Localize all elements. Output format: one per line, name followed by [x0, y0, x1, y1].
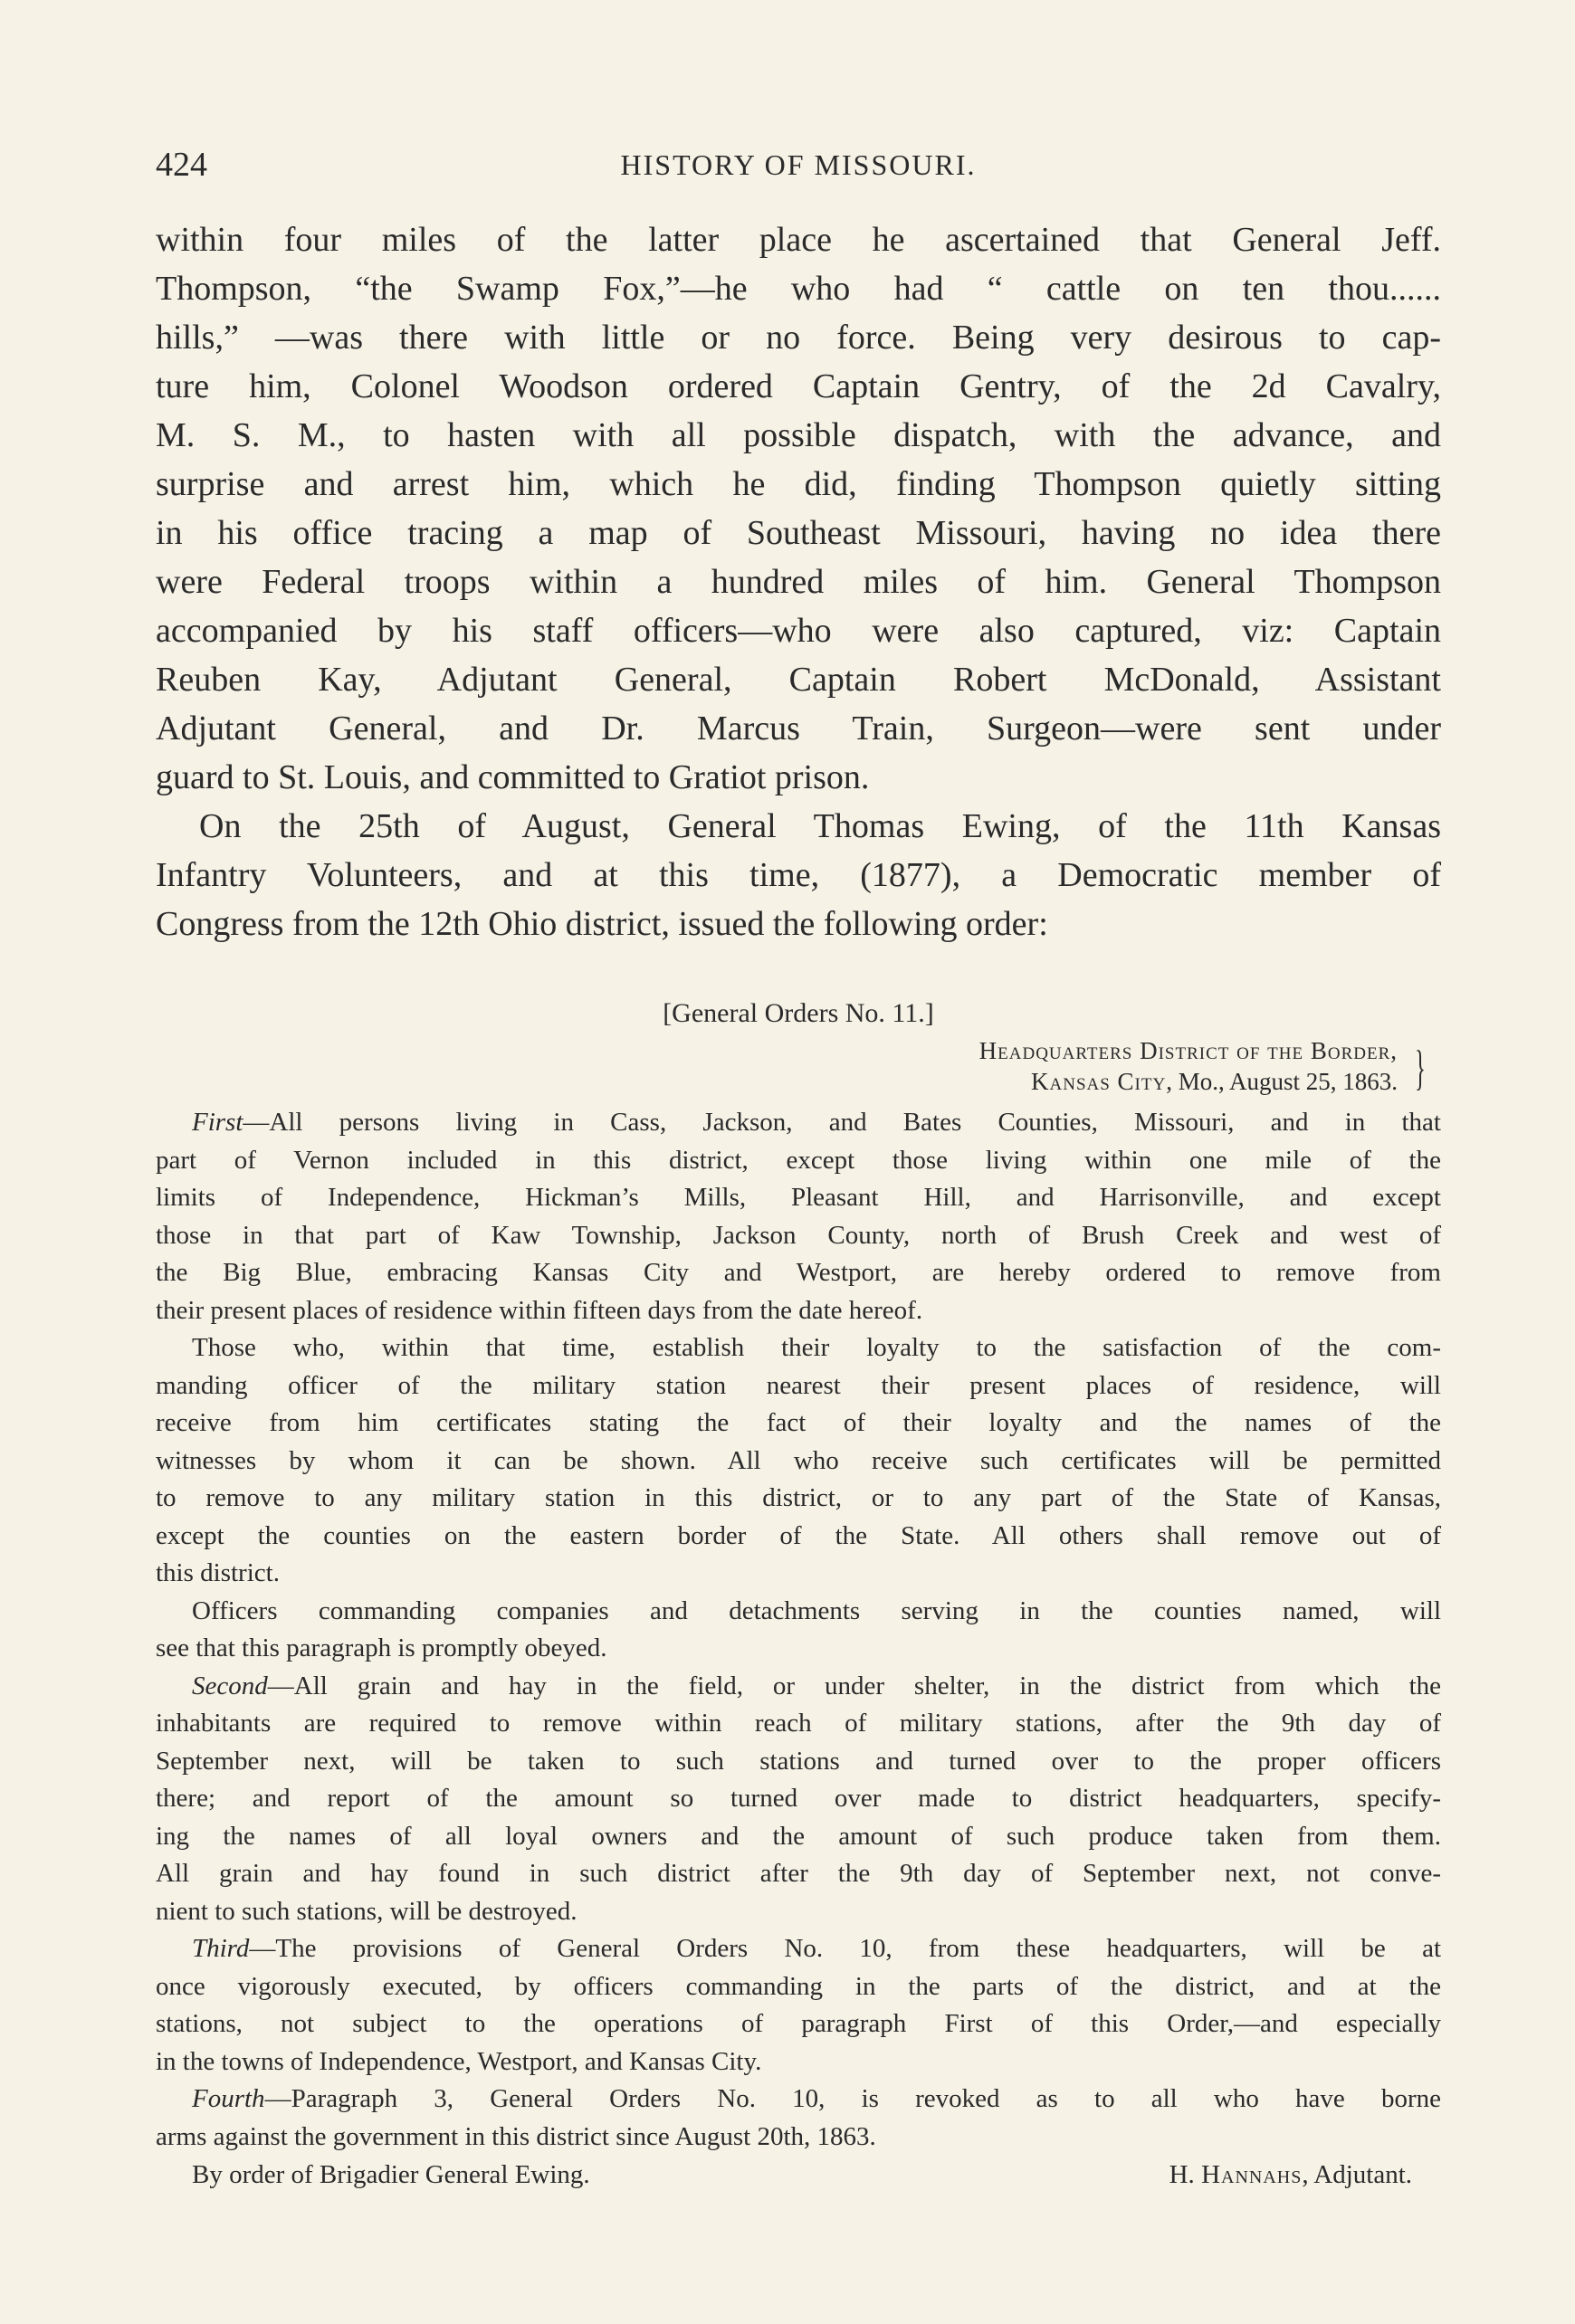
order-line-text: those in that part of Kaw Township, Jackson County, north of Brush Creek and west of	[156, 1220, 1441, 1250]
order-line-text: inhabitants are required to remove within reach of military stations, after the 9th day of	[156, 1709, 1441, 1738]
order-line	[156, 1104, 1441, 1142]
order-line	[156, 1893, 1441, 1931]
order-line	[156, 1630, 1441, 1668]
body-line: guard to St. Louis, and committed to Gratiot prison.	[156, 758, 870, 796]
order-line	[156, 1780, 1441, 1818]
body-line: Congress from the 12th Ohio district, issued the following order:	[156, 905, 1048, 943]
order-line-text: part of Vernon included in this district, except those living within one mile of the	[156, 1145, 1441, 1175]
body-line: Reuben Kay, Adjutant General, Captain Robert McDonald, Assistant	[156, 661, 1441, 699]
body-line: ture him, Colonel Woodson ordered Captain Gentry, of the 2d Cavalry,	[156, 367, 1441, 405]
order-line-text: nient to such stations, will be destroyed.	[156, 1896, 578, 1926]
signature-initial: H.	[1169, 2160, 1202, 2189]
order-line-text: —Paragraph 3, General Orders No. 10, is revoked as to all who have borne	[264, 2084, 1441, 2113]
order-line-text: —All grain and hay in the field, or under shelter, in the district from which the	[267, 1671, 1441, 1700]
order-line	[156, 1555, 1441, 1593]
paragraph-lead: Second	[192, 1671, 268, 1700]
order-line	[156, 2043, 1441, 2081]
order-line	[156, 1142, 1441, 1180]
order-line-text: —All persons living in Cass, Jackson, and Bates Counties, Missouri, and in that	[243, 1108, 1441, 1137]
page-header	[156, 145, 1441, 190]
order-line	[156, 2081, 1441, 2119]
paragraph-lead: First	[192, 1108, 243, 1137]
order-line	[156, 1818, 1441, 1856]
order-line	[156, 1254, 1441, 1292]
order-line-text: their present places of residence within fifteen days from the date hereof.	[156, 1295, 923, 1325]
order-line-text: Officers commanding companies and detachments serving in the counties named, will	[192, 1595, 1441, 1625]
order-line-text: once vigorously executed, by officers commanding in the parts of the district, and at the	[156, 1971, 1441, 2001]
paragraph-lead: Third	[192, 1934, 250, 1963]
body-line: in his office tracing a map of Southeast Missouri, having no idea there	[156, 514, 1441, 552]
dateline	[1031, 1068, 1398, 1096]
running-title: HISTORY OF MISSOURI.	[620, 148, 977, 181]
order-line-text: receive from him certificates stating the fact of their loyalty and the names of the	[156, 1408, 1441, 1437]
signature-name: Hannahs	[1201, 2160, 1303, 2189]
order-line-text: limits of Independence, Hickman’s Mills, Pleasant Hill, and Harrisonville, and except	[156, 1183, 1441, 1212]
order-line-text: Those who, within that time, establish their loyalty to the satisfaction of the com-	[192, 1333, 1441, 1362]
signature-order-by: By order of Brigadier General Ewing.	[192, 2160, 590, 2189]
order-line	[156, 2119, 1441, 2157]
order-line	[156, 1217, 1441, 1255]
body-line: accompanied by his staff officers—who were also captured, viz: Captain	[156, 612, 1441, 650]
order-paragraphs	[156, 1104, 1441, 2156]
order-line-text: witnesses by whom it can be shown. All who receive such certificates will be permitted	[156, 1445, 1441, 1475]
order-line	[156, 1855, 1441, 1893]
order-line	[156, 1480, 1441, 1518]
order-line-text: September next, will be taken to such stations and turned over to the proper officers	[156, 1746, 1441, 1776]
order-line	[156, 1930, 1441, 1968]
page-number: 424	[156, 146, 207, 184]
order-line	[156, 1593, 1441, 1631]
headquarters-dateline	[156, 1035, 1441, 1104]
order-line-text: stations, not subject to the operations of paragraph First of this Order,—and especially	[156, 2009, 1441, 2038]
order-line-text: in the towns of Independence, Westport, and Kansas City.	[156, 2046, 762, 2076]
signature-title: , Adjutant.	[1302, 2160, 1412, 2189]
order-line	[156, 1743, 1441, 1781]
body-line: Thompson, “the Swamp Fox,”—he who had “ cattle on ten thou......	[156, 270, 1441, 308]
order-line	[156, 1179, 1441, 1217]
order-line-text: arms against the government in this district since August 20th, 1863.	[156, 2121, 876, 2151]
body-line: within four miles of the latter place he ascertained that General Jeff.	[156, 221, 1441, 259]
signature-adjutant	[1169, 2156, 1412, 2194]
body-text	[156, 215, 1441, 948]
order-line-text: this district.	[156, 1558, 280, 1587]
body-line: M. S. M., to hasten with all possible dispatch, with the advance, and	[156, 416, 1441, 454]
general-order	[156, 992, 1441, 2194]
body-line: surprise and arrest him, which he did, finding Thompson quietly sitting	[156, 465, 1441, 503]
dateline-date: , Mo., August 25, 1863.	[1166, 1068, 1398, 1095]
brace-mark: }	[1415, 1041, 1426, 1095]
order-title: [General Orders No. 11.]	[663, 998, 934, 1028]
order-line	[156, 1968, 1441, 2006]
order-line-text: manding officer of the military station nearest their present places of residence, will	[156, 1370, 1441, 1400]
body-line: hills,” —was there with little or no force. Being very desirous to cap-	[156, 319, 1441, 357]
order-line-text: All grain and hay found in such district after the 9th day of September next, not conve-	[156, 1859, 1441, 1888]
order-line-text: see that this paragraph is promptly obeyed.	[156, 1633, 607, 1662]
order-line-text: —The provisions of General Orders No. 10, from these headquarters, will be at	[249, 1934, 1441, 1963]
order-line	[156, 2005, 1441, 2043]
order-line	[156, 1668, 1441, 1706]
order-line-text: the Big Blue, embracing Kansas City and Westport, are hereby ordered to remove from	[156, 1258, 1441, 1287]
body-line: Adjutant General, and Dr. Marcus Train, Surgeon—were sent under	[156, 710, 1441, 748]
order-line-text: there; and report of the amount so turned over made to district headquarters, specify-	[156, 1784, 1441, 1813]
paragraph-lead: Fourth	[192, 2084, 265, 2113]
signature-line	[156, 2156, 1441, 2194]
body-line: Infantry Volunteers, and at this time, (1877), a Democratic member of	[156, 856, 1441, 894]
order-line	[156, 1329, 1441, 1367]
order-line-text: except the counties on the eastern border of the State. All others shall remove out of	[156, 1520, 1441, 1550]
order-line	[156, 1518, 1441, 1556]
order-line-text: ing the names of all loyal owners and the amount of such produce taken from them.	[156, 1821, 1441, 1851]
dateline-city: Kansas City	[1031, 1068, 1167, 1095]
headquarters-line: Headquarters District of the Border,	[978, 1037, 1398, 1064]
order-line	[156, 1367, 1441, 1405]
body-line: On the 25th of August, General Thomas Ewing, of the 11th Kansas	[199, 807, 1441, 845]
body-line: were Federal troops within a hundred miles of him. General Thompson	[156, 563, 1441, 601]
order-line-text: to remove to any military station in this district, or to any part of the State of Kansas,	[156, 1483, 1441, 1512]
order-line	[156, 1292, 1441, 1330]
order-line	[156, 1405, 1441, 1443]
order-line	[156, 1443, 1441, 1481]
order-line	[156, 1705, 1441, 1743]
